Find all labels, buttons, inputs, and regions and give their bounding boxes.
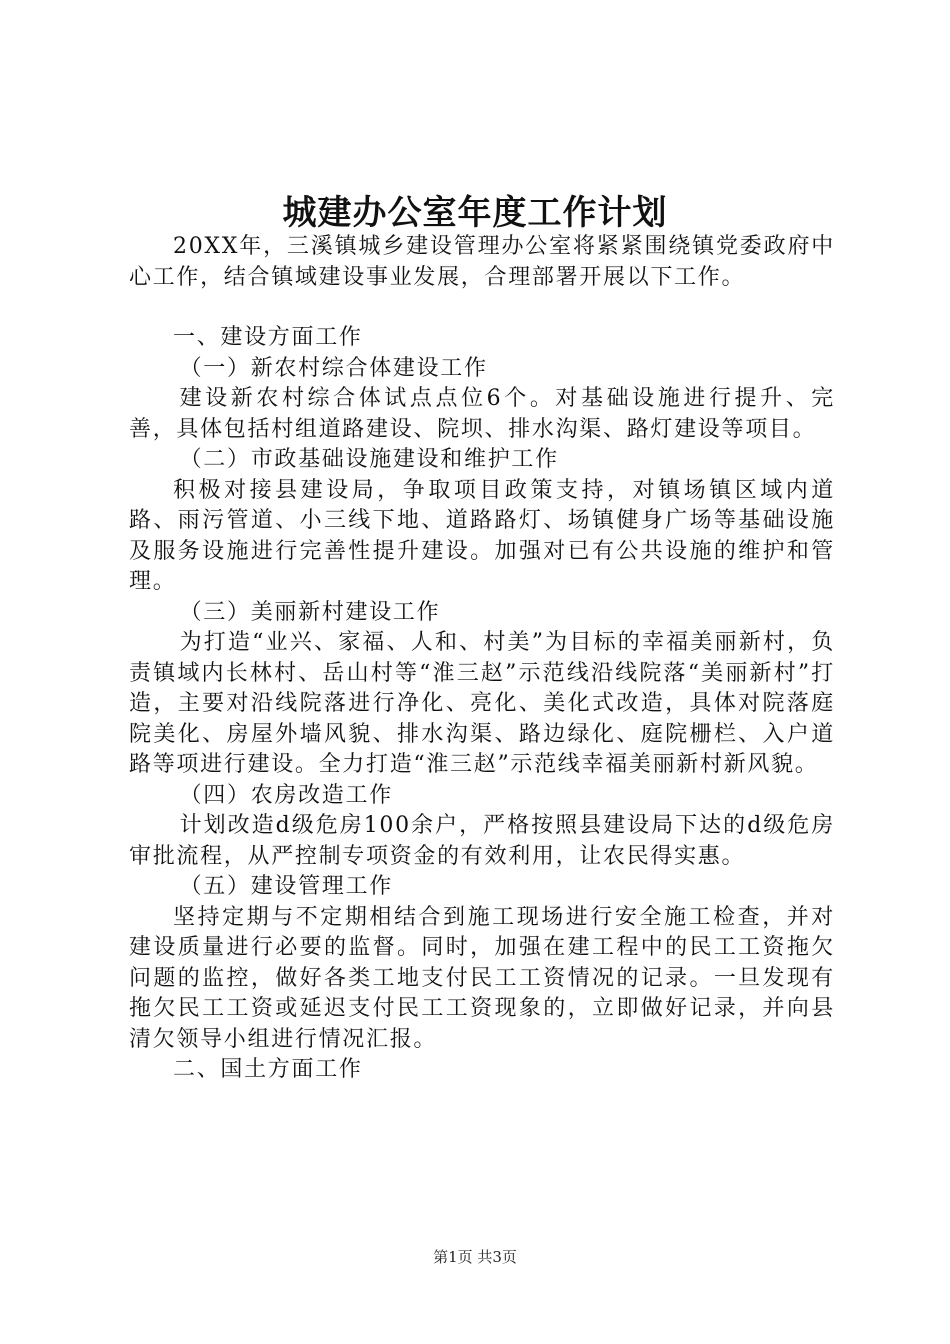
page-footer: 第1页 共3页: [433, 1248, 517, 1266]
subsection-heading-2: （二）市政基础设施建设和维护工作: [179, 447, 559, 472]
paragraph: 计划改造d级危房100余户，严格按照县建设局下达的d级危房审批流程，从严控制专项资金的有效利用，让农民得实惠。: [129, 813, 835, 869]
subsection-heading-4: （四）农房改造工作: [179, 782, 393, 808]
paragraph: 建设新农村综合体试点点位6个。对基础设施进行提升、完善，具体包括村组道路建设、院坝、排水沟渠、路灯建设等项目。: [129, 386, 835, 442]
section-heading-construction: 一、建设方面工作: [173, 325, 363, 350]
paragraph: 坚持定期与不定期相结合到施工现场进行安全施工检查，并对建设质量进行必要的监督。同时，加强在建工程中的民工工资拖欠问题的监控，做好各类工地支付民工工资情况的记录。一旦发现有拖欠民工工资或延迟支付民工工资现象的，立即做好记录，并向县清欠领导小组进行情况汇报。: [129, 904, 835, 1052]
subsection-heading-5: （五）建设管理工作: [179, 874, 393, 899]
intro-paragraph: 20XX年，三溪镇城乡建设管理办公室将紧紧围绕镇党委政府中心工作，结合镇域建设事业发展，合理部署开展以下工作。: [129, 234, 835, 290]
subsection-heading-1: （一）新农村综合体建设工作: [179, 355, 488, 381]
section-heading-land: 二、国土方面工作: [173, 1057, 363, 1082]
subsection-heading-3: （三）美丽新村建设工作: [179, 599, 441, 625]
paragraph: 积极对接县建设局，争取项目政策支持，对镇场镇区域内道路、雨污管道、小三线下地、道路路灯、场镇健身广场等基础设施及服务设施进行完善性提升建设。加强对已有公共设施的维护和管理。: [129, 477, 835, 594]
document-title: 城建办公室年度工作计划: [282, 193, 668, 233]
document-body: [129, 232, 835, 1086]
paragraph: 为打造“业兴、家福、人和、村美”为目标的幸福美丽新村，负责镇域内长林村、岳山村等“淮三赵”示范线沿线院落“美丽新村”打造，主要对沿线院落进行净化、亮化、美化式改造，具体对院落庭院美化、房屋外墙风貌、排水沟渠、路边绿化、庭院栅栏、入户道路等项进行建设。全力打造“淮三赵”示范线幸福美丽新村新风貌。: [129, 630, 835, 777]
